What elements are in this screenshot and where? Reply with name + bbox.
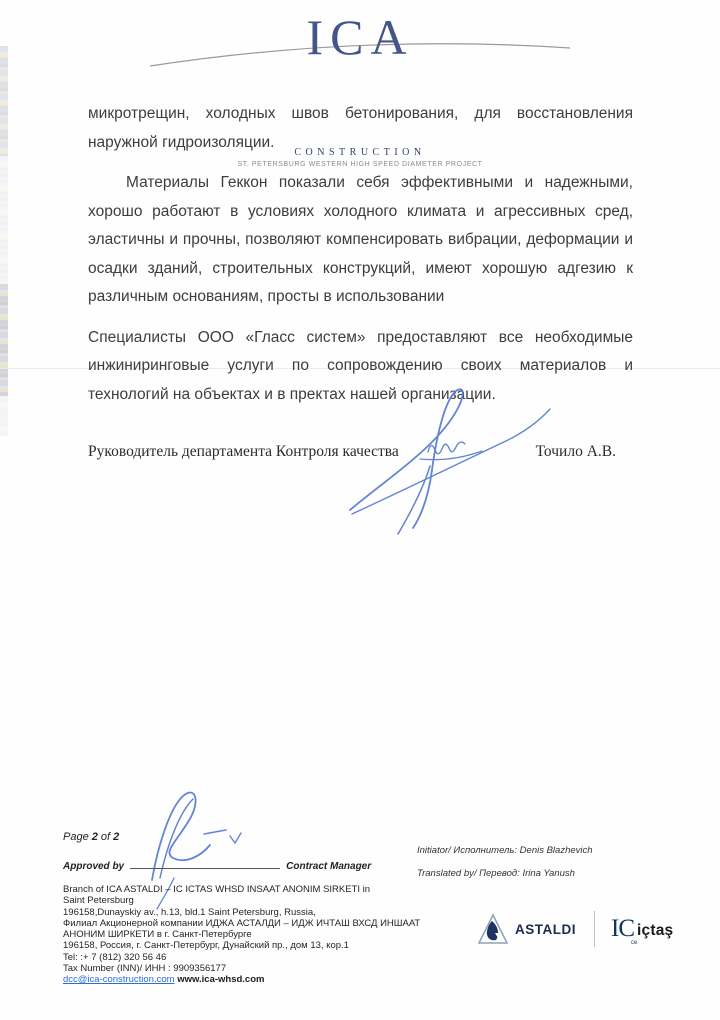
- approved-by-row: [63, 858, 371, 872]
- initiator-block: [417, 839, 593, 885]
- email-link[interactable]: dcc@ica-construction.com: [63, 974, 175, 986]
- ictas-wordmark: içtaş: [637, 922, 674, 939]
- page-word: Page: [63, 831, 92, 843]
- logo-tagline: ST. PETERSBURG WESTERN HIGH SPEED DIAMETER PROJECT: [237, 161, 483, 168]
- translated-name: Irina Yanush: [522, 868, 575, 879]
- address-line: Tax Number (INN)/ ИНН : 9909356177: [63, 963, 227, 975]
- contact-line: [63, 974, 420, 985]
- signature-line[interactable]: [130, 858, 280, 869]
- signature-row: [88, 443, 632, 461]
- logo-subtitle: CONSTRUCTION: [294, 147, 426, 158]
- address-line: 196158,Dunayskiy av., h.13, bld.1 Saint Petersburg, Russia,: [63, 906, 316, 918]
- address-line: АНОНИМ ШИРКЕТИ в г. Санкт-Петербурге: [63, 929, 252, 941]
- paragraph: Специалисты ООО «Гласс систем» предоставляют все необходимые инжиниринговые услуги по сопровождению своих материалов и технологий на объектах и в пректах нашей организации.: [88, 328, 633, 403]
- scan-artifact-strip: [0, 284, 8, 396]
- ictas-logo: [611, 915, 674, 946]
- astaldi-triangle-icon: [478, 913, 508, 945]
- scan-artifact-strip: [0, 156, 8, 284]
- translated-label: Translated by/ Перевод:: [417, 868, 523, 879]
- address-line: 196158, Россия, г. Санкт-Петербург, Дунайский пр., дом 13, кор.1: [63, 940, 349, 952]
- logo-divider: [594, 911, 595, 947]
- page-current: 2: [91, 831, 98, 843]
- initiator-line: [417, 839, 593, 862]
- approved-by-label: Approved by: [63, 861, 125, 872]
- ictas-ce-mark: ce: [631, 940, 638, 946]
- company-address-block: [63, 884, 420, 986]
- paragraph: микротрещин, холодных швов бетонирования, для восстановления наружной гидроизоляции.: [88, 105, 633, 151]
- of-word: of: [97, 831, 114, 843]
- signer-name: Точило А.В.: [535, 443, 616, 460]
- letter-body: [88, 100, 633, 409]
- partner-logos: [478, 905, 673, 953]
- address-line: Saint Petersburg: [63, 895, 134, 907]
- astaldi-label: ASTALDI: [515, 921, 576, 937]
- company-logo: [210, 9, 510, 76]
- scan-artifact-strip: [0, 396, 8, 436]
- address-line: Филиал Акционерной компании ИДЖА АСТАЛДИ – ИДЖ ИЧТАШ ВХСД ИНШААТ: [63, 917, 421, 929]
- astaldi-logo: [478, 913, 576, 945]
- logo-text: ICA: [306, 9, 414, 65]
- approved-role-label: Contract Manager: [286, 861, 372, 872]
- signer-title: Руководитель департамента Контроля качества: [88, 443, 399, 460]
- website-label: www.ica-whsd.com: [177, 974, 265, 986]
- address-line: Tel: :+ 7 (812) 320 56 46: [63, 951, 167, 963]
- page-total: 2: [113, 831, 120, 843]
- initiator-label: Initiator/ Исполнитель:: [417, 845, 520, 856]
- translated-line: [417, 862, 593, 885]
- ictas-ic-mark: IC: [611, 915, 634, 942]
- address-line: Branch of ICA ASTALDI – IC ICTAS WHSD INSAAT ANONIM SIRKETI in: [63, 884, 371, 895]
- page-number-label: [63, 831, 119, 843]
- paragraph: Материалы Геккон показали себя эффективными и надежными, хорошо работают в условиях холодного климата и агрессивных сред, эластичны и прочны, позволяют компенсировать вибрации, деформации и осадки зданий, строительных конструкций, имеют хорошую адгезию к различным основаниям, просты в использовании: [88, 174, 633, 305]
- initiator-name: Denis Blazhevich: [519, 845, 593, 856]
